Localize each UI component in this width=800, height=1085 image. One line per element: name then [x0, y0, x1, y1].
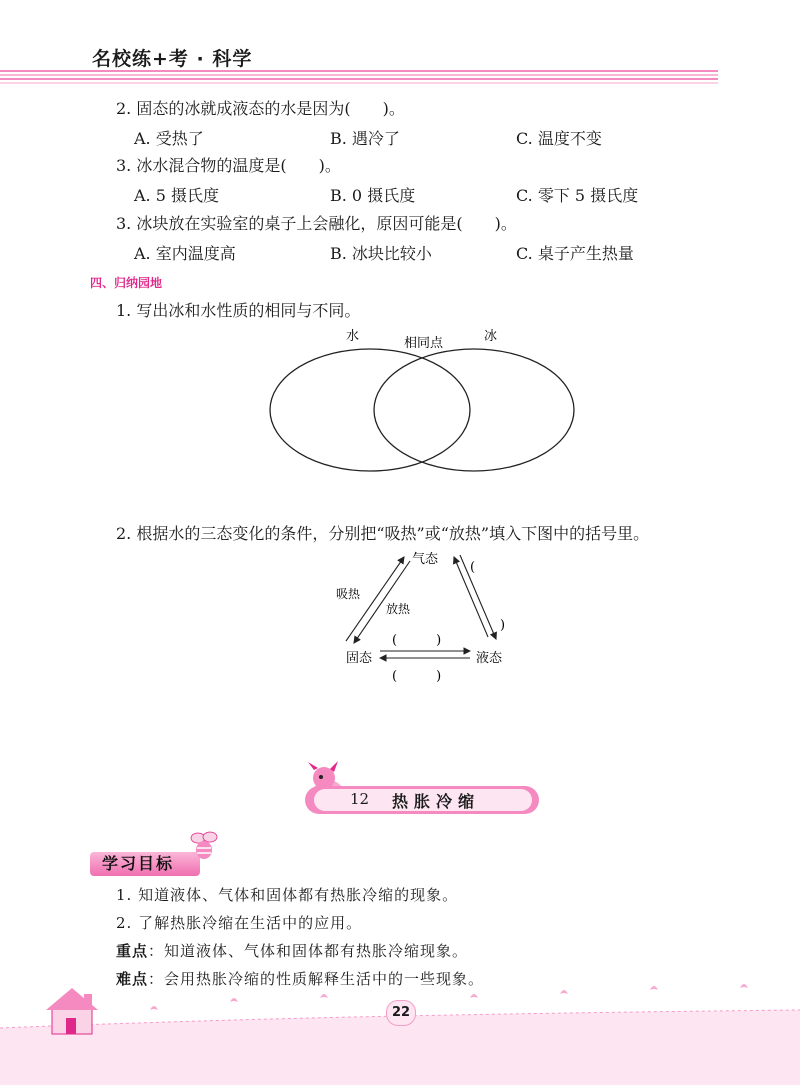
- difficult-point-text: ：会用热胀冷缩的性质解释生活中的一些现象。: [148, 970, 485, 988]
- difficult-point-label: 难点: [116, 970, 149, 988]
- goal-item: 2. 了解热胀冷缩在生活中的应用。: [116, 914, 363, 932]
- question-stem: 1. 写出冰和水性质的相同与不同。: [116, 301, 361, 320]
- blank-parentheses: (: [470, 560, 476, 575]
- option-b: B. 0 摄氏度: [330, 186, 416, 205]
- venn-left-ellipse: [270, 349, 470, 471]
- key-point-text: ：知道液体、气体和固体都有热胀冷缩现象。: [148, 942, 469, 960]
- key-point-label: 重点: [116, 942, 149, 960]
- page-number: 22: [386, 1000, 416, 1026]
- option-b: B. 遇冷了: [330, 129, 400, 148]
- option-a: A. 室内温度高: [134, 244, 236, 263]
- header-title: 名校练+考 · 科学: [92, 48, 253, 70]
- state-liquid-label: 液态: [476, 651, 503, 666]
- absorb-heat-label: 吸热: [336, 587, 361, 601]
- lesson-banner: [304, 785, 540, 815]
- blank-parentheses: ( ): [392, 669, 442, 684]
- question-stem: 3. 冰块放在实验室的桌子上会融化，原因可能是( )。: [116, 214, 517, 233]
- state-solid-label: 固态: [346, 651, 373, 666]
- venn-right-label: 冰: [484, 329, 498, 344]
- state-gas-label: 气态: [412, 552, 439, 567]
- option-b: B. 冰块比较小: [330, 244, 432, 263]
- arrow-gas-to-liquid: [460, 555, 496, 639]
- question-stem: 2. 固态的冰就成液态的水是因为( )。: [116, 99, 405, 118]
- goal-item: 1. 知道液体、气体和固体都有热胀冷缩的现象。: [116, 886, 459, 904]
- header-bar: [0, 70, 718, 84]
- venn-middle-label: 相同点: [404, 336, 444, 351]
- key-point: [116, 940, 468, 961]
- section-title: 四、归纳园地: [90, 276, 163, 290]
- option-c: C. 桌子产生热量: [516, 244, 634, 263]
- blank-parentheses: ): [500, 618, 506, 633]
- option-a: A. 5 摄氏度: [134, 186, 219, 205]
- lesson-title: 热胀冷缩: [392, 792, 481, 811]
- learning-goals-title: 学习目标: [90, 852, 200, 876]
- release-heat-label: 放热: [386, 602, 411, 616]
- venn-right-ellipse: [374, 349, 574, 471]
- blank-parentheses: ( ): [392, 633, 442, 648]
- footer-decoration: [0, 980, 800, 1085]
- house-icon: [46, 988, 98, 1034]
- option-c: C. 零下 5 摄氏度: [516, 186, 639, 205]
- question-stem: 3. 冰水混合物的温度是( )。: [116, 156, 341, 175]
- option-a: A. 受热了: [134, 129, 204, 148]
- question-stem: 2. 根据水的三态变化的条件，分别把“吸热”或“放热”填入下图中的括号里。: [116, 524, 650, 543]
- option-c: C. 温度不变: [516, 129, 602, 148]
- bee-icon: [188, 830, 222, 864]
- venn-diagram: [260, 322, 590, 482]
- lesson-number: 12: [350, 790, 370, 808]
- state-change-diagram: [330, 545, 520, 690]
- venn-left-label: 水: [346, 329, 360, 344]
